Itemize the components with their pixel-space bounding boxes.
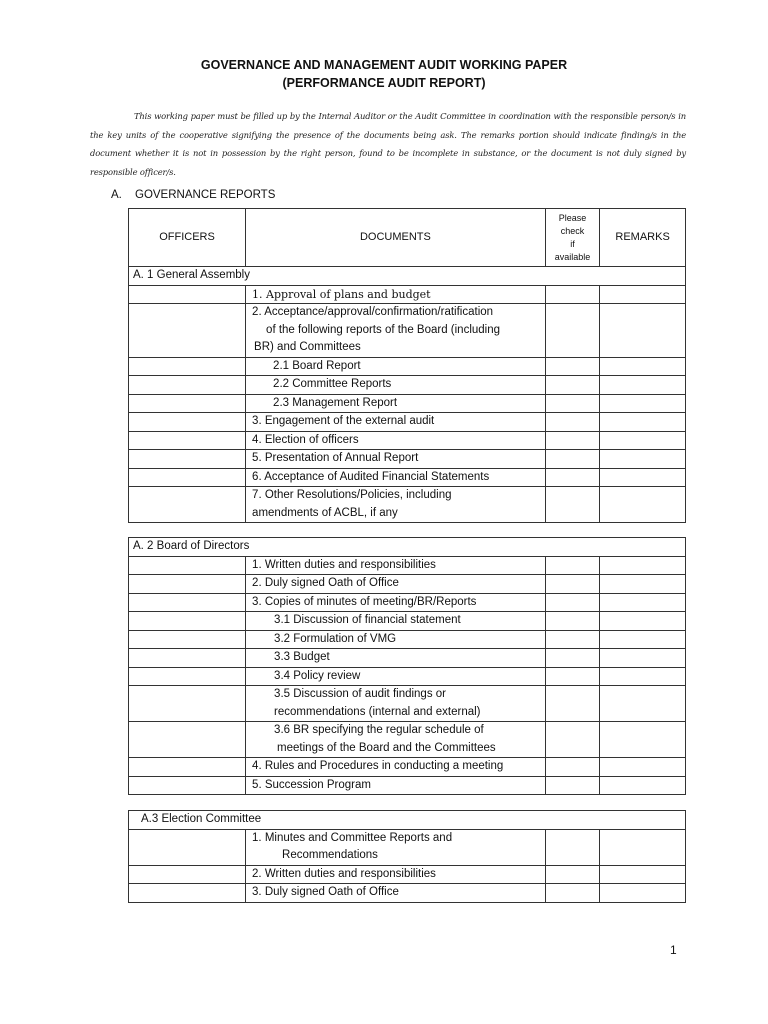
document-line: 3.6 BR specifying the regular schedule of: [274, 724, 484, 736]
check-cell[interactable]: [545, 556, 599, 575]
table-row: [129, 413, 686, 432]
officer-cell[interactable]: [129, 450, 246, 469]
document-cell: 3.1 Discussion of financial statement: [246, 612, 546, 631]
document-cell: 3.3 Budget: [246, 649, 546, 668]
table-row: [129, 304, 686, 358]
officer-cell[interactable]: [129, 357, 246, 376]
check-cell[interactable]: [545, 450, 599, 469]
document-cell: 3.2 Formulation of VMG: [246, 630, 546, 649]
check-cell[interactable]: [545, 285, 599, 304]
check-cell[interactable]: [545, 376, 599, 395]
document-line: recommendations (internal and external): [274, 705, 481, 718]
remarks-cell[interactable]: [600, 776, 686, 795]
officer-cell[interactable]: [129, 304, 246, 358]
document-cell: 2. Duly signed Oath of Office: [246, 575, 546, 594]
check-cell[interactable]: [545, 865, 599, 884]
group-row: [129, 267, 686, 286]
document-title: GOVERNANCE AND MANAGEMENT AUDIT WORKING PAPER: [200, 58, 568, 72]
table-row: [129, 285, 686, 304]
remarks-cell[interactable]: [600, 722, 686, 758]
check-cell[interactable]: [545, 593, 599, 612]
table-row: [129, 468, 686, 487]
page-number: 1: [670, 943, 677, 957]
officer-cell[interactable]: [129, 285, 246, 304]
table-row: [129, 667, 686, 686]
document-line: meetings of the Board and the Committees: [277, 741, 496, 754]
table-row: [129, 556, 686, 575]
table-row: [129, 487, 686, 523]
document-cell: 1. Approval of plans and budget: [246, 285, 546, 304]
document-cell: [246, 722, 546, 758]
election-committee-table: [128, 810, 686, 903]
officer-cell[interactable]: [129, 431, 246, 450]
intro-text: This working paper must be filled up by the Internal Auditor or the Audit Committee in coordination with the responsible person/s in the key units of the cooperative signifying the presence of the documents being ask. The remarks portion should indicate finding/s in the document whether it is not in possession by the right person, found to be incomplete in substance, or the document is not duly signed by responsible officer/s.: [90, 111, 686, 177]
remarks-cell[interactable]: [600, 865, 686, 884]
document-cell: [246, 829, 546, 865]
officer-cell[interactable]: [129, 776, 246, 795]
remarks-cell[interactable]: [600, 357, 686, 376]
document-line: 7. Other Resolutions/Policies, including: [252, 489, 452, 501]
section-title: GOVERNANCE REPORTS: [135, 189, 276, 201]
header-check-line4: available: [554, 251, 591, 262]
remarks-cell[interactable]: [600, 575, 686, 594]
table-row: [129, 776, 686, 795]
remarks-cell[interactable]: [600, 630, 686, 649]
table-row: [129, 649, 686, 668]
check-cell[interactable]: [545, 304, 599, 358]
table-row: [129, 575, 686, 594]
check-cell[interactable]: [545, 722, 599, 758]
officer-cell[interactable]: [129, 612, 246, 631]
header-officers: OFFICERS: [129, 209, 246, 267]
remarks-cell[interactable]: [600, 686, 686, 722]
document-cell: 3.4 Policy review: [246, 667, 546, 686]
remarks-cell[interactable]: [600, 884, 686, 903]
header-check-line3: if: [570, 238, 575, 249]
table-row: [129, 612, 686, 631]
officer-cell[interactable]: [129, 667, 246, 686]
header-check: [545, 209, 599, 267]
table-row: [129, 722, 686, 758]
board-of-directors-table: [128, 537, 686, 795]
remarks-cell[interactable]: [600, 394, 686, 413]
remarks-cell[interactable]: [600, 304, 686, 358]
check-cell[interactable]: [545, 431, 599, 450]
document-line: amendments of ACBL, if any: [252, 506, 398, 519]
header-documents: DOCUMENTS: [246, 209, 546, 267]
table-row: [129, 829, 686, 865]
header-remarks: REMARKS: [600, 209, 686, 267]
document-cell: 5. Succession Program: [246, 776, 546, 795]
officer-cell[interactable]: [129, 575, 246, 594]
remarks-cell[interactable]: [600, 649, 686, 668]
officer-cell[interactable]: [129, 865, 246, 884]
check-cell[interactable]: [545, 575, 599, 594]
check-cell[interactable]: [545, 667, 599, 686]
group-label-general-assembly: A. 1 General Assembly: [129, 267, 686, 286]
table-row: [129, 758, 686, 777]
remarks-cell[interactable]: [600, 487, 686, 523]
check-cell[interactable]: [545, 758, 599, 777]
officer-cell[interactable]: [129, 758, 246, 777]
document-line: 1. Minutes and Committee Reports and: [252, 831, 453, 844]
officer-cell[interactable]: [129, 376, 246, 395]
check-cell[interactable]: [545, 468, 599, 487]
table-row: [129, 394, 686, 413]
general-assembly-table: [128, 208, 686, 523]
document-cell: [246, 686, 546, 722]
check-cell[interactable]: [545, 686, 599, 722]
group-row: [129, 538, 686, 557]
officer-cell[interactable]: [129, 829, 246, 865]
table-row: [129, 686, 686, 722]
remarks-cell[interactable]: [600, 468, 686, 487]
document-line: Recommendations: [282, 849, 378, 861]
document-line: 2. Acceptance/approval/confirmation/ratification: [252, 306, 494, 318]
remarks-cell[interactable]: [600, 413, 686, 432]
table-row: [129, 630, 686, 649]
table-row: [129, 431, 686, 450]
remarks-cell[interactable]: [600, 450, 686, 469]
check-cell[interactable]: [545, 612, 599, 631]
check-cell[interactable]: [545, 357, 599, 376]
group-row: [129, 811, 686, 830]
check-cell[interactable]: [545, 394, 599, 413]
officer-cell[interactable]: [129, 593, 246, 612]
intro-paragraph: [90, 107, 686, 181]
document-cell: 3. Engagement of the external audit: [246, 413, 546, 432]
remarks-cell[interactable]: [600, 667, 686, 686]
check-cell[interactable]: [545, 630, 599, 649]
document-cell: 3. Duly signed Oath of Office: [246, 884, 546, 903]
check-cell[interactable]: [545, 649, 599, 668]
remarks-cell[interactable]: [600, 829, 686, 865]
remarks-cell[interactable]: [600, 431, 686, 450]
document-cell: 5. Presentation of Annual Report: [246, 450, 546, 469]
document-cell: 2.1 Board Report: [246, 357, 546, 376]
officer-cell[interactable]: [129, 556, 246, 575]
document-cell: 4. Election of officers: [246, 431, 546, 450]
document-cell: 6. Acceptance of Audited Financial Statements: [246, 468, 546, 487]
remarks-cell[interactable]: [600, 285, 686, 304]
table-row: [129, 593, 686, 612]
document-cell: 2.2 Committee Reports: [246, 376, 546, 395]
officer-cell[interactable]: [129, 468, 246, 487]
officer-cell[interactable]: [129, 394, 246, 413]
document-line: BR) and Committees: [254, 341, 361, 353]
table-row: [129, 376, 686, 395]
officer-cell[interactable]: [129, 884, 246, 903]
document-cell: [246, 487, 546, 523]
document-line: 3.5 Discussion of audit findings or: [274, 688, 447, 700]
section-heading: [111, 189, 275, 201]
officer-cell[interactable]: [129, 630, 246, 649]
remarks-cell[interactable]: [600, 593, 686, 612]
officer-cell[interactable]: [129, 686, 246, 722]
document-cell: 2.3 Management Report: [246, 394, 546, 413]
check-cell[interactable]: [545, 884, 599, 903]
document-cell: 4. Rules and Procedures in conducting a meeting: [246, 758, 546, 777]
group-label-election-committee: A.3 Election Committee: [129, 811, 686, 830]
document-cell: 3. Copies of minutes of meeting/BR/Reports: [246, 593, 546, 612]
header-check-line1: Please: [558, 212, 587, 223]
document-line: of the following reports of the Board (including: [266, 323, 501, 336]
officer-cell[interactable]: [129, 413, 246, 432]
remarks-cell[interactable]: [600, 556, 686, 575]
officer-cell[interactable]: [129, 649, 246, 668]
group-label-board-of-directors: A. 2 Board of Directors: [129, 538, 686, 557]
remarks-cell[interactable]: [600, 376, 686, 395]
check-cell[interactable]: [545, 829, 599, 865]
document-cell: [246, 304, 546, 358]
document-cell: 1. Written duties and responsibilities: [246, 556, 546, 575]
section-letter: A.: [111, 189, 122, 201]
table-row: [129, 884, 686, 903]
header-check-line2: check: [560, 225, 585, 236]
remarks-cell[interactable]: [600, 612, 686, 631]
document-subtitle: (PERFORMANCE AUDIT REPORT): [282, 76, 486, 90]
remarks-cell[interactable]: [600, 758, 686, 777]
table-row: [129, 357, 686, 376]
check-cell[interactable]: [545, 487, 599, 523]
table-row: [129, 865, 686, 884]
table-row: [129, 450, 686, 469]
check-cell[interactable]: [545, 776, 599, 795]
table-header-row: [129, 209, 686, 267]
officer-cell[interactable]: [129, 487, 246, 523]
document-cell: 2. Written duties and responsibilities: [246, 865, 546, 884]
check-cell[interactable]: [545, 413, 599, 432]
officer-cell[interactable]: [129, 722, 246, 758]
